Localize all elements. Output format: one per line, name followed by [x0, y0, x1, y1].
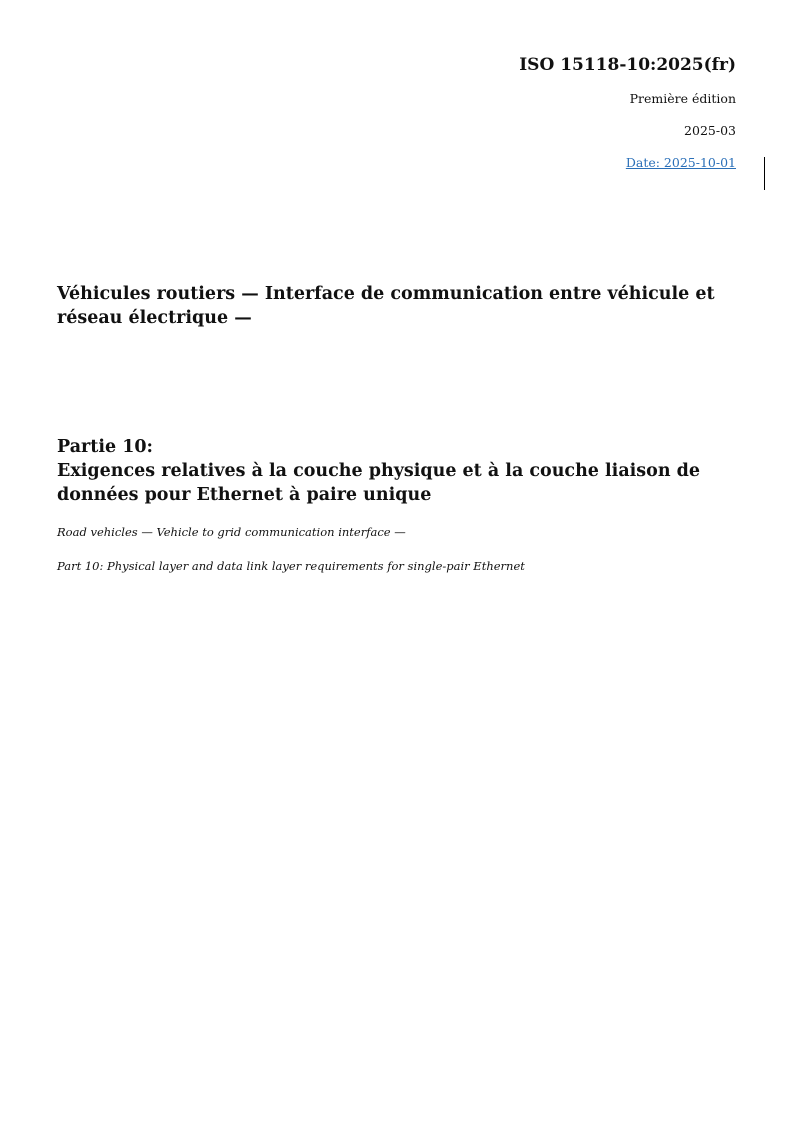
edition-label: Première édition: [629, 91, 736, 106]
english-main-title: Road vehicles — Vehicle to grid communication interface —: [57, 525, 406, 539]
french-part-title-block: [57, 435, 737, 507]
document-number: ISO 15118-10:2025(fr): [519, 55, 736, 75]
revision-date-link[interactable]: Date: 2025-10-01: [625, 155, 736, 170]
part-number: Partie 10:: [57, 437, 154, 457]
english-part-title: Part 10: Physical layer and data link layer requirements for single-pair Ethernet: [57, 559, 525, 573]
part-title: Exigences relatives à la couche physique et à la couche liaison de données pour Ethernet à paire unique: [57, 461, 701, 505]
french-main-title: Véhicules routiers — Interface de communication entre véhicule et réseau électrique —: [57, 284, 715, 328]
document-header: [519, 52, 736, 172]
publication-date: 2025-03: [684, 123, 736, 138]
revision-change-bar: [764, 157, 765, 190]
